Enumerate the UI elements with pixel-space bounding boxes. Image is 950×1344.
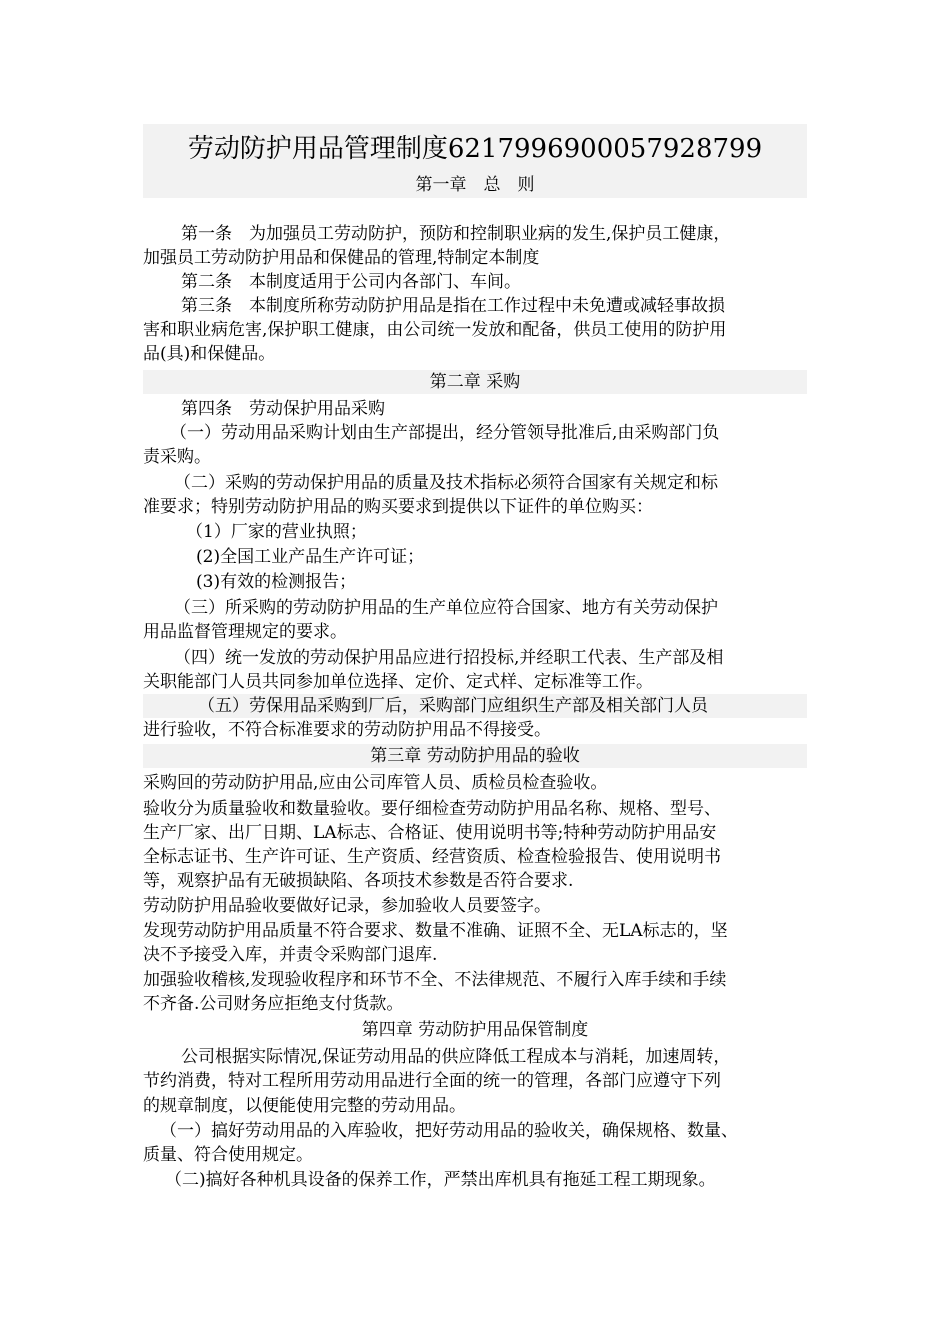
paragraph-line: 全标志证书、生产许可证、生产资质、经营资质、检查检验报告、使用说明书 — [143, 847, 721, 867]
paragraph-line: （二）采购的劳动保护用品的质量及技术指标必须符合国家有关规定和标 — [174, 473, 718, 493]
paragraph-line: 进行验收，不符合标准要求的劳动防护用品不得接受。 — [143, 720, 551, 740]
paragraph-line: 第三条 本制度所称劳动防护用品是指在工作过程中未免遭或减轻事故损 — [181, 296, 725, 316]
paragraph-line: （1）厂家的营业执照； — [186, 522, 367, 542]
paragraph-line: 等，观察护品有无破损缺陷、各项技术参数是否符合要求. — [143, 871, 574, 891]
paragraph-line: 不齐备.公司财务应拒绝支付货款。 — [143, 994, 404, 1014]
paragraph-line: 劳动防护用品验收要做好记录，参加验收人员要签字。 — [143, 896, 551, 916]
paragraph-line: 公司根据实际情况,保证劳动用品的供应降低工程成本与消耗，加速周转， — [181, 1047, 731, 1067]
paragraph-line: 加强员工劳动防护用品和保健品的管理,特制定本制度 — [143, 248, 540, 268]
paragraph-line: 害和职业病危害,保护职工健康，由公司统一发放和配备，供员工使用的防护用 — [143, 320, 727, 340]
chapter-3-heading: 第三章 劳动防护用品的验收 — [143, 744, 807, 768]
paragraph-line: 采购回的劳动防护用品,应由公司库管人员、质检员检查验收。 — [143, 773, 608, 793]
paragraph-line: 责采购。 — [143, 447, 211, 467]
paragraph-line: 节约消费，特对工程所用劳动用品进行全面的统一的管理，各部门应遵守下列 — [143, 1071, 721, 1091]
paragraph-line: 第一条 为加强员工劳动防护，预防和控制职业病的发生,保护员工健康， — [181, 224, 731, 244]
paragraph-line: 质量、符合使用规定。 — [143, 1145, 313, 1165]
paragraph-line: （四）统一发放的劳动保护用品应进行招投标,并经职工代表、生产部及相 — [174, 648, 724, 668]
paragraph-line: 加强验收稽核,发现验收程序和环节不全、不法律规范、不履行入库手续和手续 — [143, 970, 727, 990]
paragraph-line: 准要求；特别劳动防护用品的购买要求到提供以下证件的单位购买： — [143, 497, 653, 517]
paragraph-line: (2)全国工业产品生产许可证； — [196, 547, 425, 567]
paragraph-line: （五）劳保用品采购到厂后，采购部门应组织生产部及相关部门人员 — [143, 694, 807, 718]
paragraph-line: 验收分为质量验收和数量验收。要仔细检查劳动防护用品名称、规格、型号、 — [143, 799, 721, 819]
paragraph-line: 第四条 劳动保护用品采购 — [181, 399, 385, 419]
paragraph-line: 发现劳动防护用品质量不符合要求、数量不准确、证照不全、无LA标志的，坚 — [143, 921, 728, 941]
paragraph-line: （二)搞好各种机具设备的保养工作，严禁出库机具有拖延工程工期现象。 — [165, 1170, 716, 1190]
paragraph-line: （一）搞好劳动用品的入库验收，把好劳动用品的验收关，确保规格、数量、 — [160, 1121, 738, 1141]
paragraph-line: 生产厂家、出厂日期、LA标志、合格证、使用说明书等;特种劳动防护用品安 — [143, 823, 717, 843]
paragraph-line: 品(具)和保健品。 — [143, 344, 276, 364]
paragraph-line: 用品监督管理规定的要求。 — [143, 622, 347, 642]
paragraph-line: （三）所采购的劳动防护用品的生产单位应符合国家、地方有关劳动保护 — [174, 598, 718, 618]
paragraph-line: 关职能部门人员共同参加单位选择、定价、定式样、定标准等工作。 — [143, 672, 653, 692]
document-title: 劳动防护用品管理制度6217996900057928799 — [187, 134, 763, 164]
paragraph-line: 第二条 本制度适用于公司内各部门、车间。 — [181, 272, 521, 292]
chapter-1-heading: 第一章 总 则 — [415, 175, 535, 195]
chapter-2-heading: 第二章 采购 — [143, 370, 807, 394]
paragraph-line: （一）劳动用品采购计划由生产部提出，经分管领导批准后,由采购部门负 — [170, 423, 720, 443]
paragraph-line: 的规章制度，以便能使用完整的劳动用品。 — [143, 1096, 466, 1116]
chapter-4-heading: 第四章 劳动防护用品保管制度 — [361, 1020, 589, 1040]
paragraph-line: (3)有效的检测报告； — [196, 572, 357, 592]
paragraph-line: 决不予接受入库，并责令采购部门退库. — [143, 945, 438, 965]
